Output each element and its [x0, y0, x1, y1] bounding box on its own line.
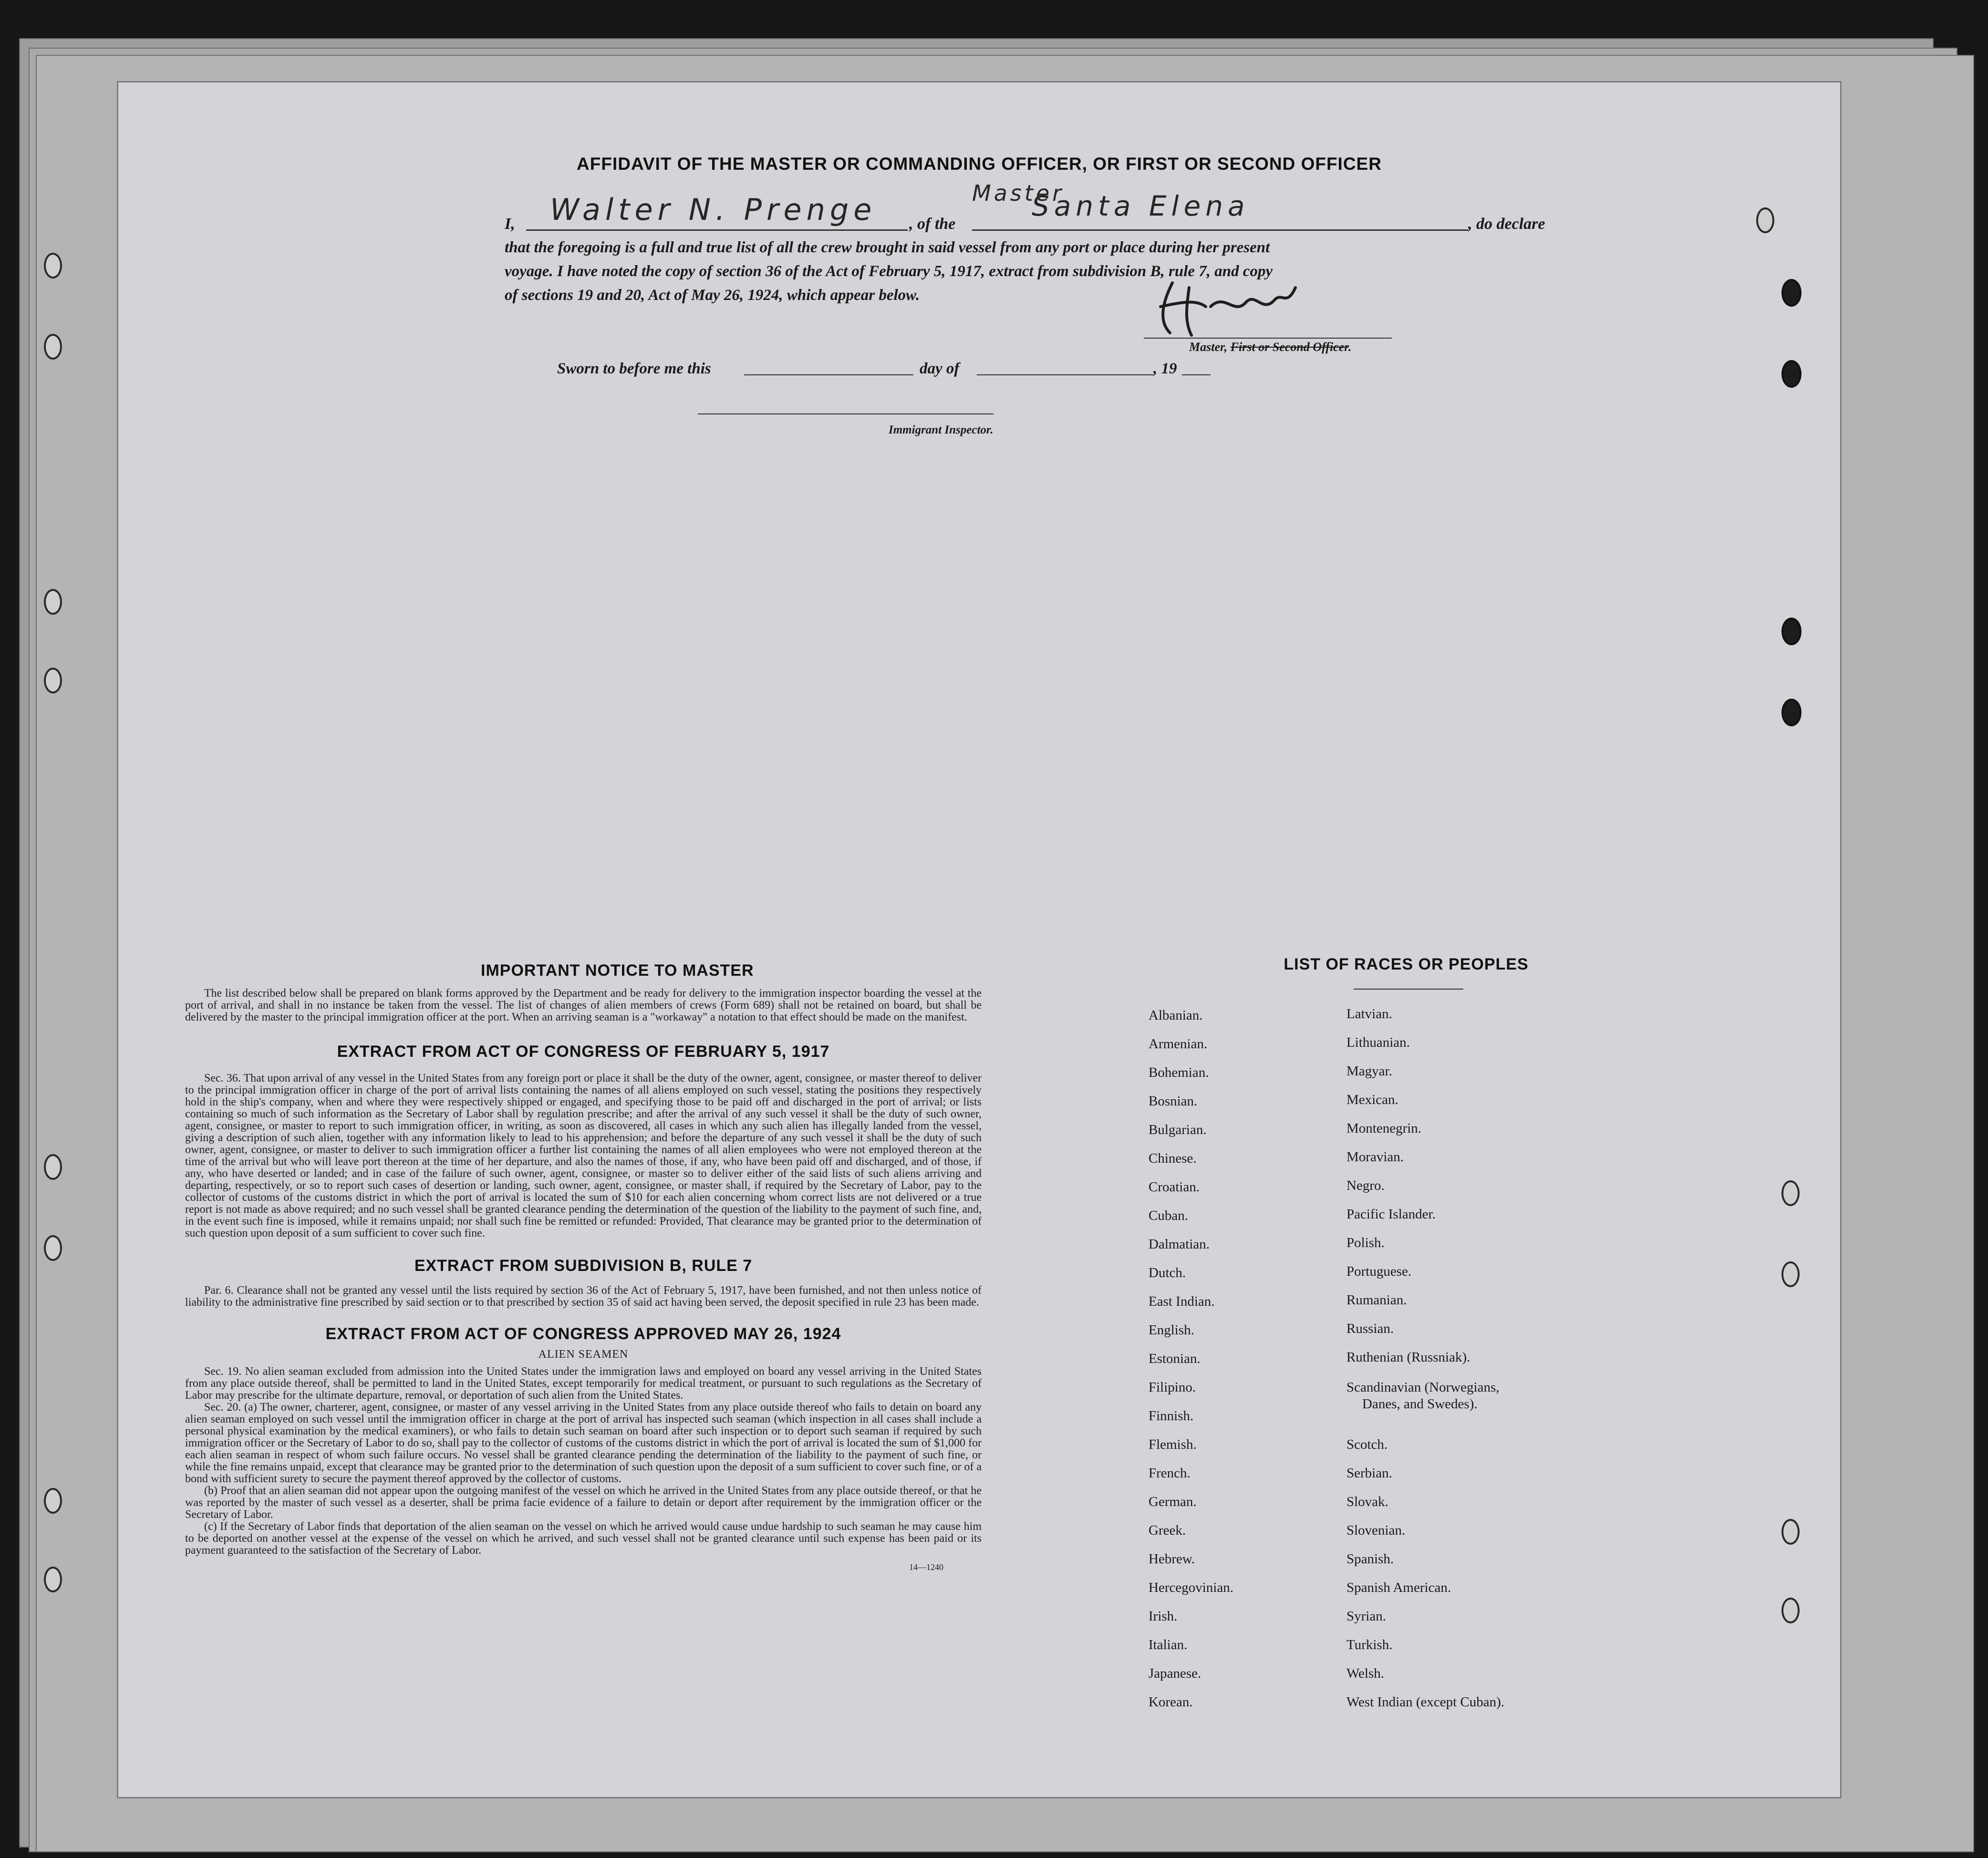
punch-hole: [44, 1235, 62, 1261]
race-left-item: Bohemian.: [1149, 1065, 1209, 1080]
race-left-item: English.: [1149, 1322, 1194, 1338]
extract-rule7-title: EXTRACT FROM SUBDIVISION B, RULE 7: [414, 1257, 753, 1275]
extract-1924-title: EXTRACT FROM ACT OF CONGRESS APPROVED MAY 26, 1924: [325, 1325, 841, 1343]
punch-hole: [1781, 1598, 1800, 1623]
affidavit-prefix: I,: [505, 215, 515, 233]
race-right-item: Montenegrin.: [1346, 1121, 1422, 1136]
race-right-item: Turkish.: [1346, 1637, 1393, 1652]
signature-line: [1144, 338, 1392, 339]
race-left-item: Albanian.: [1149, 1008, 1203, 1023]
race-left-item: Bosnian.: [1149, 1094, 1198, 1109]
punch-hole: [44, 1488, 62, 1514]
sworn-day-line: [744, 374, 913, 375]
signature: [1144, 273, 1301, 340]
race-left-item: French.: [1149, 1466, 1191, 1481]
do-declare-text: , do declare: [1468, 215, 1545, 233]
race-left-item: German.: [1149, 1494, 1197, 1509]
sec-20a: Sec. 20. (a) The owner, charterer, agent, consignee, or master of any vessel arriving in the United States from any place outside thereof who fails to detain on board any alien seaman employed on such vessel until the immigration officer in charge at the port of arrival has inspected such seaman (which inspection in all cases shall include a personal physical examination by the medical examiners), or who fails to detain such seaman on board after such inspection or to deport such seaman if required by such immigration officer or the Secretary of Labor to do so, shall pay to the collector of customs of the customs district in which the port of arrival is located the sum of $1,000 for each alien seaman in respect of whom such failure occurs. No vessel shall be granted clearance pending the determination of the liability to the payment of such fine, or while the fine remains unpaid, except that clearance may be granted prior to the determination of such question upon the deposit of a sum sufficient to cover such fine, or of a bond with sufficient surety to secure the payment thereof approved by the collector of customs.: [185, 1401, 982, 1485]
punch-hole: [44, 253, 62, 279]
race-left-item: Flemish.: [1149, 1437, 1197, 1452]
race-right-item: Polish.: [1346, 1235, 1385, 1250]
race-left-item: Cuban.: [1149, 1208, 1188, 1223]
affidavit-line-2: that the foregoing is a full and true list of all the crew brought in said vessel from any port or place during her present: [505, 239, 1270, 256]
race-right-item: Syrian.: [1346, 1609, 1386, 1624]
race-left-item: Armenian.: [1149, 1036, 1208, 1052]
race-left-item: Hercegovinian.: [1149, 1580, 1233, 1595]
sworn-text: Sworn to before me this: [557, 360, 711, 377]
caption-master: Master,: [1189, 340, 1228, 354]
name-line: [526, 229, 908, 231]
race-right-item: Slovenian.: [1346, 1523, 1406, 1538]
left-column: [185, 961, 982, 1572]
race-right-item: Magyar.: [1346, 1063, 1392, 1079]
extract-1917-title: EXTRACT FROM ACT OF CONGRESS OF FEBRUARY 5, 1917: [337, 1043, 830, 1061]
race-left-item: Greek.: [1149, 1523, 1186, 1538]
race-right-item: Portuguese.: [1346, 1264, 1412, 1279]
form-number: 14—1240: [909, 1562, 943, 1572]
punch-hole: [44, 1154, 62, 1180]
race-right-item: Spanish American.: [1346, 1580, 1451, 1595]
race-left-item: Japanese.: [1149, 1666, 1201, 1681]
affidavit-line-3: voyage. I have noted the copy of section 36 of the Act of February 5, 1917, extract from subdivision B, rule 7, and copy: [505, 263, 1273, 280]
race-left-item: Finnish.: [1149, 1408, 1194, 1424]
race-right-item: Serbian.: [1346, 1466, 1392, 1481]
race-left-item: Croatian.: [1149, 1179, 1200, 1195]
race-right-item: Scandinavian (Norwegians,: [1346, 1380, 1500, 1395]
race-left-item: Estonian.: [1149, 1351, 1201, 1366]
race-left-item: Chinese.: [1149, 1151, 1197, 1166]
race-right-item: Mexican.: [1346, 1092, 1398, 1107]
race-left-item: Hebrew.: [1149, 1551, 1195, 1567]
race-left-item: Italian.: [1149, 1637, 1188, 1652]
vessel-line: [972, 229, 1468, 231]
manifest-page: [117, 81, 1842, 1798]
rank-handwritten: Master: [972, 180, 1065, 206]
punch-hole: [1781, 1519, 1800, 1545]
punch-hole: [1781, 1261, 1800, 1287]
race-left-item: Filipino.: [1149, 1380, 1196, 1395]
inspector-signature-line: [698, 413, 994, 414]
alien-seamen-subtitle: ALIEN SEAMEN: [538, 1348, 629, 1361]
punch-hole: [1781, 618, 1802, 645]
punch-hole: [44, 668, 62, 693]
year-prefix-text: , 19: [1153, 360, 1177, 377]
race-right-item: Welsh.: [1346, 1666, 1385, 1681]
race-right-item: Spanish.: [1346, 1551, 1394, 1567]
race-right-item: West Indian (except Cuban).: [1346, 1694, 1505, 1710]
affidavit-line-4: of sections 19 and 20, Act of May 26, 1924, which appear below.: [505, 287, 920, 304]
sec-19: Sec. 19. No alien seaman excluded from admission into the United States under the immigration laws and employed on board any vessel arriving in the United States from any place outside thereof, shall be permitted to land in the United States, except temporarily for medical treatment, or pursuant to such regulations as the Secretary of Labor may prescribe for the ultimate departure, removal, or deportation of such alien from the United States.: [185, 1365, 982, 1402]
caption-period: .: [1348, 340, 1352, 354]
race-left-item: East Indian.: [1149, 1294, 1215, 1309]
race-right-item: Rumanian.: [1346, 1292, 1407, 1308]
notice-body: The list described below shall be prepared on blank forms approved by the Department and be ready for delivery to the immigration inspector boarding the vessel at the port of arrival, and shall in no instance be taken from the vessel. The list of changes of alien members of crews (Form 689) shall not be retained on board, but shall be delivered by the master to the principal immigration officer at the port. When an arriving seaman is a "workaway" a notation to that effect should be made on the manifest.: [185, 987, 982, 1023]
vessel-name-handwritten: Santa Elena: [1032, 190, 1250, 222]
races-title-rule: [1354, 989, 1463, 990]
race-left-item: Bulgarian.: [1149, 1122, 1207, 1137]
sec-20c: (c) If the Secretary of Labor finds that deportation of the alien seaman on the vessel on which he arrived would cause undue hardship to such seaman he may cause him to be deported on another vessel at the expense of the vessel on which he arrived, and such vessel shall not be granted clearance until such expense has been paid or its payment guaranteed to the satisfaction of the Secretary of Labor.: [185, 1520, 982, 1557]
race-left-item: Irish.: [1149, 1609, 1178, 1624]
races-title: LIST OF RACES OR PEOPLES: [1284, 955, 1529, 973]
punch-hole: [1781, 279, 1802, 307]
sec-20b: (b) Proof that an alien seaman did not appear upon the outgoing manifest of the vessel on which he arrived in the United States from any place outside thereof, or that he was reported by the master of such vessel as a deserter, shall be prima facie evidence of a failure to detain or deport after requirement by the immigration officer or the Secretary of Labor.: [185, 1485, 982, 1521]
race-right-item: Danes, and Swedes).: [1362, 1396, 1478, 1412]
punch-hole: [44, 334, 62, 360]
of-the-text: , of the: [909, 215, 956, 233]
race-right-item: Scotch.: [1346, 1437, 1388, 1452]
caption-struck-officer: First or Second Officer: [1230, 340, 1348, 354]
affidavit-title: AFFIDAVIT OF THE MASTER OR COMMANDING OFFICER, OR FIRST OR SECOND OFFICER: [577, 154, 1382, 174]
race-right-item: Lithuanian.: [1346, 1035, 1410, 1050]
master-name-handwritten: Walter N. Prenge: [550, 192, 877, 227]
race-right-item: Latvian.: [1346, 1006, 1392, 1022]
punch-hole: [44, 589, 62, 615]
extract-1917-body: Sec. 36. That upon arrival of any vessel in the United States from any foreign port or place it shall be the duty of the owner, agent, consignee, or master thereof to deliver to the principal immigration officer in charge of the port of arrival lists containing the names of all aliens employed on such vessel, stating the positions they respectively hold in the ship's company, when and where they were respectively shipped or engaged, and specifying those to be paid off and discharged in the port of arrival; or lists containing so much of such information as the Secretary of Labor shall by regulation prescribe; and after the arrival of any such vessel it shall be the duty of such owner, agent, consignee, or master to report to such immigration officer, in writing, as soon as discovered, all cases in which any such alien has illegally landed from the vessel, giving a description of such alien, together with any information likely to lead to his apprehension; and before the departure of any such vessel it shall be the duty of such owner, agent, consignee, or master to deliver to such immigration officer a further list containing the names of all alien employees who were not employed thereon at the time of the arrival but who will leave port thereon at the time of her departure, and also the names of those, if any, who have been paid off and discharged, and of those, if any, who have deserted or landed; and in case of the failure of such owner, agent, consignee, or master so to deliver either of the said lists of such aliens arriving and departing, respectively, or so to report such cases of desertion or landing, such owner, agent, consignee, or master shall, if required by the Secretary of Labor, pay to the collector of customs of the customs district in which the port of arrival is located the sum of $10 for each alien concerning whom correct lists are not delivered or a true report is not made as above required; and no such vessel shall be granted clearance pending the determination of the question of the liability to the payment of such fine, and, in the event such fine is imposed, while it remains unpaid; nor shall such fine be remitted or refunded: Provided, That clearance may be granted prior to the determination of such question upon deposit of a sum sufficient to cover such fine.: [185, 1072, 982, 1239]
race-right-item: Negro.: [1346, 1178, 1385, 1193]
punch-hole: [44, 1567, 62, 1592]
notice-title: IMPORTANT NOTICE TO MASTER: [481, 961, 754, 980]
day-of-text: day of: [920, 360, 960, 377]
race-right-item: Slovak.: [1346, 1494, 1388, 1509]
inspector-caption: Immigrant Inspector.: [889, 423, 994, 436]
punch-hole: [1756, 207, 1774, 233]
sworn-year-line: [1182, 374, 1211, 375]
punch-hole: [1781, 699, 1802, 726]
sworn-month-line: [977, 374, 1153, 375]
punch-hole: [1781, 360, 1802, 388]
race-right-item: Moravian.: [1346, 1149, 1404, 1165]
race-left-item: Dutch.: [1149, 1265, 1186, 1280]
signature-caption: [1189, 340, 1351, 354]
race-right-item: Ruthenian (Russniak).: [1346, 1350, 1470, 1365]
punch-hole: [1781, 1180, 1800, 1206]
race-right-item: Pacific Islander.: [1346, 1207, 1436, 1222]
race-right-item: Russian.: [1346, 1321, 1394, 1336]
race-left-item: Korean.: [1149, 1694, 1193, 1710]
extract-rule7-body: Par. 6. Clearance shall not be granted any vessel until the lists required by section 36 of the Act of February 5, 1917, have been furnished, and not then unless notice of liability to the administrative fine prescribed by said section or to that prescribed by section 35 of said act having been served, the deposit specified in rule 23 has been made.: [185, 1284, 982, 1309]
race-left-item: Dalmatian.: [1149, 1237, 1210, 1252]
